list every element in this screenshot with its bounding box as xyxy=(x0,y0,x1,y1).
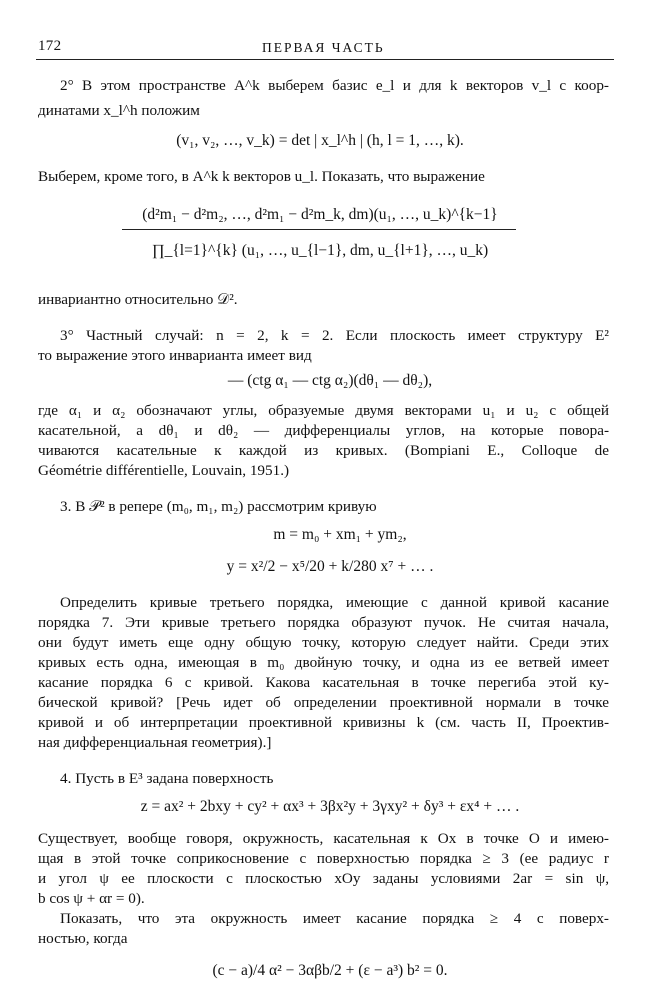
fraction-bar xyxy=(122,229,516,230)
problem3-text-line: они будут иметь еще одну общую точку, которую следует найти. Среди этих xyxy=(38,634,609,651)
section2-line1: 2° В этом пространстве A^k выберем базис e_l и для k векторов v_l с коор- xyxy=(60,77,609,94)
problem4-formula2: (c − a)/4 α² − 3αβb/2 + (ε − a³) b² = 0. xyxy=(212,962,448,979)
problem3-text-line: кривых есть одна, имеющая в m₀ двойную точку, и одна из ее ветвей имеет xyxy=(38,654,609,671)
section2-line2: динатами x_l^h положим xyxy=(38,102,200,119)
fraction-numerator: (d²m₁ − d²m₂, …, d²m₁ − d²m_k, dm)(u₁, …, u_k)^{k−1} xyxy=(142,206,498,223)
header-rule xyxy=(36,59,614,60)
problem4-text-line: щая в этой точке соприкосновение с поверхностью порядка ≥ 3 (ее радиус r xyxy=(38,850,609,867)
section3-line2: то выражение этого инварианта имеет вид xyxy=(38,347,312,364)
section2-line3: Выберем, кроме того, в A^k k векторов u_l. Показать, что выражение xyxy=(38,168,485,185)
section3-text-line: где α₁ и α₂ обозначают углы, образуемые двумя векторами u₁ и u₂ с общей xyxy=(38,402,609,419)
section3-text-line: касательной, а dθ₁ и dθ₂ — дифференциалы углов, на которые повора- xyxy=(38,422,609,439)
problem4-text-line: Показать, что эта окружность имеет касание порядка ≥ 4 с поверх- xyxy=(60,910,609,927)
problem3-text-line: кривой и об интерпретации проективной кривизны k (см. часть II, Проектив- xyxy=(38,714,609,731)
problem3-text-line: касание порядка 6 с кривой. Какова касательная в точке перегиба этой ку- xyxy=(38,674,609,691)
formula-det: (v₁, v₂, …, v_k) = det | x_l^h | (h, l = 1, …, k). xyxy=(176,132,464,149)
problem3-text-line: бической кривой? [Речь идет об определении проективной нормали в точке xyxy=(38,694,609,711)
section3-text-line: чиваются касательные к каждой из кривых. (Bompiani E., Colloque de xyxy=(38,442,609,459)
section2-line4: инвариантно относительно 𝒟². xyxy=(38,291,238,308)
problem3-text-line: Определить кривые третьего порядка, имеющие с данной кривой касание xyxy=(60,594,609,611)
fraction-denominator: ∏_{l=1}^{k} (u₁, …, u_{l−1}, dm, u_{l+1}, …, u_k) xyxy=(151,242,489,259)
problem4-text-line: и угол ψ ее плоскости с плоскостью xOy заданы условиями 2ar = sin ψ, xyxy=(38,870,609,887)
section3-formula: — (ctg α₁ — ctg α₂)(dθ₁ — dθ₂), xyxy=(227,372,433,389)
problem3-text-line: порядка 7. Эти кривые третьего порядка образуют пучок. Не считая начала, xyxy=(38,614,609,631)
problem4-text-line: b cos ψ + αr = 0). xyxy=(38,890,145,907)
section3-text-line: Géométrie différentielle, Louvain, 1951.) xyxy=(38,462,290,479)
problem3-formula1: m = m₀ + xm₁ + ym₂, xyxy=(273,526,407,543)
problem4-formula1: z = ax² + 2bxy + cy² + αx³ + 3βx²y + 3γxy² + δy³ + εx⁴ + … . xyxy=(140,798,520,815)
problem4-line1: 4. Пусть в E³ задана поверхность xyxy=(60,770,274,787)
problem3-line1: 3. В 𝒫² в репере (m₀, m₁, m₂) рассмотрим кривую xyxy=(60,498,377,515)
section3-line1: 3° Частный случай: n = 2, k = 2. Если плоскость имеет структуру E² xyxy=(60,327,609,344)
page-number: 172 xyxy=(38,38,62,54)
problem4-text-line: ностью, когда xyxy=(38,930,128,947)
problem3-text-line: ная дифференциальная геометрия).] xyxy=(38,734,272,751)
problem3-formula2: y = x²/2 − x⁵/20 + k/280 x⁷ + … . xyxy=(226,558,434,575)
running-title: ПЕРВАЯ ЧАСТЬ xyxy=(262,40,385,55)
problem4-text-line: Существует, вообще говоря, окружность, касательная к Ox в точке O и имею- xyxy=(38,830,609,847)
